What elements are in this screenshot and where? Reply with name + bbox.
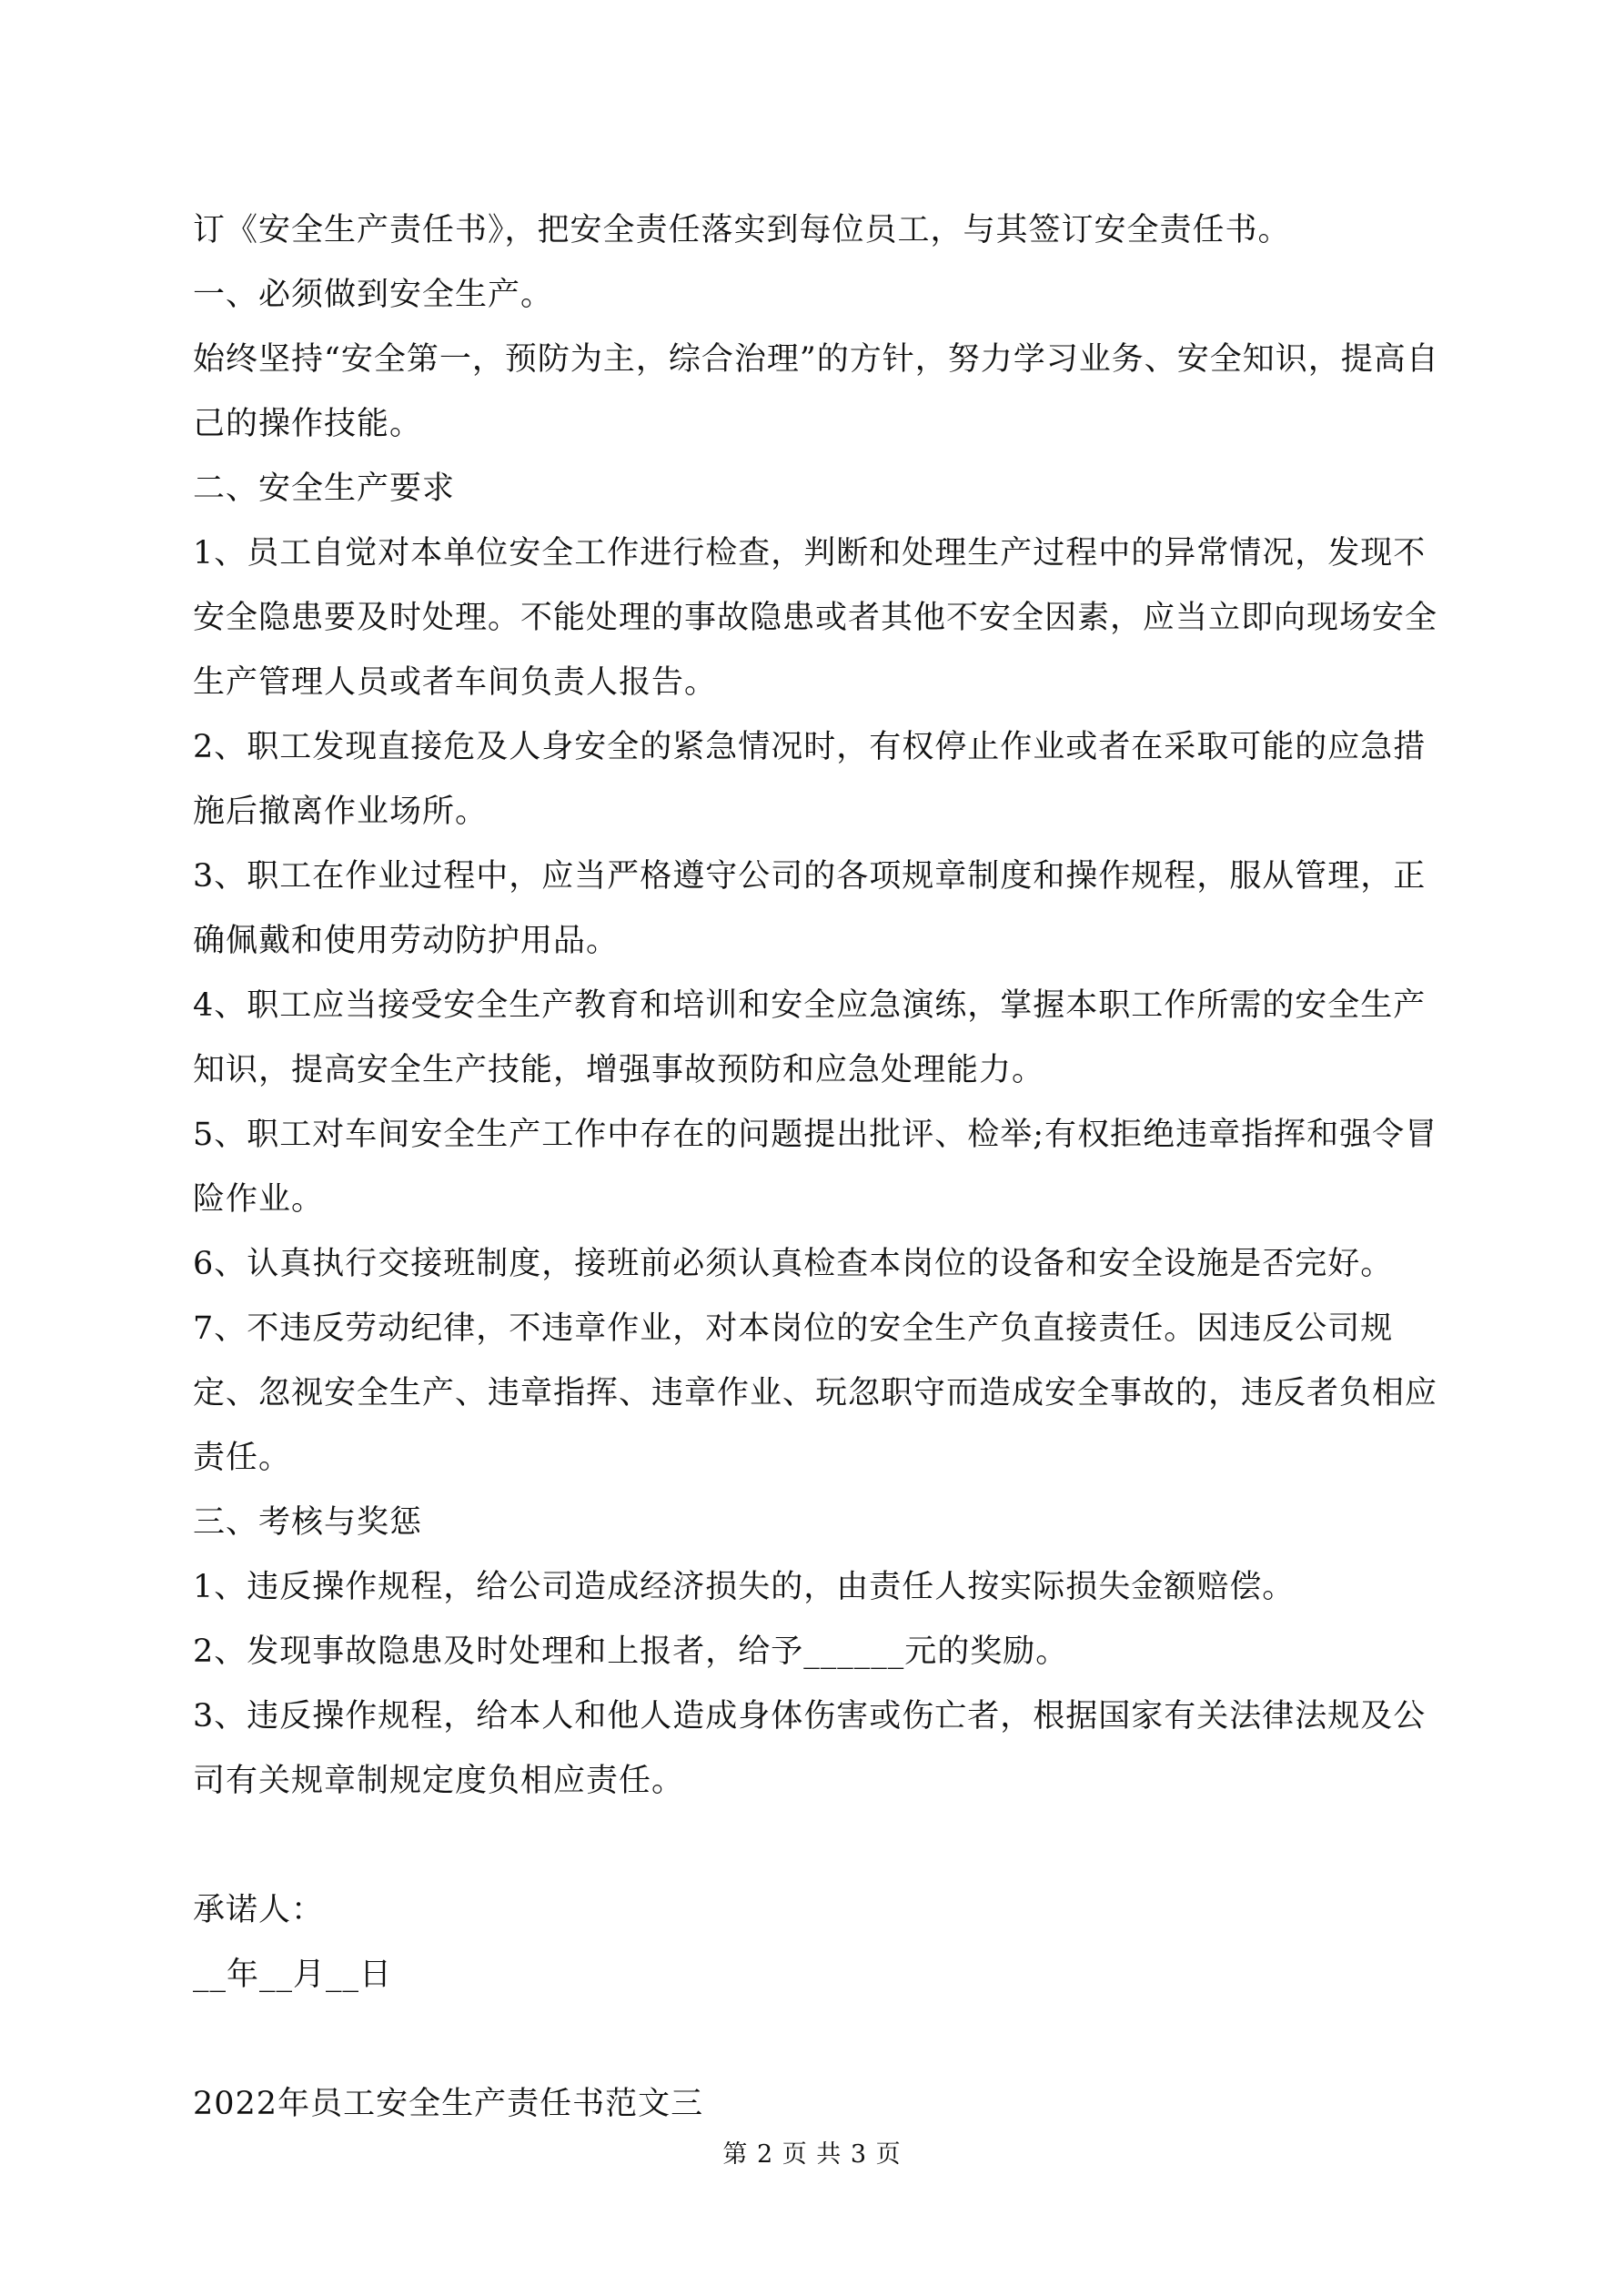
- list-item: 3、违反操作规程，给本人和他人造成身体伤害或伤亡者，根据国家有关法律法规及公司有关规章制规定度负相应责任。: [193, 1698, 1427, 1799]
- section-heading: 二、安全生产要求: [193, 470, 456, 507]
- document-body: [193, 198, 1448, 2137]
- date-line: __年__月__日: [193, 1957, 393, 1993]
- list-item: 3、职工在作业过程中，应当严格遵守公司的各项规章制度和操作规程，服从管理，正确佩戴和使用劳动防护用品。: [193, 858, 1427, 959]
- list-item: 1、违反操作规程，给公司造成经济损失的，由责任人按实际损失金额赔偿。: [193, 1569, 1296, 1605]
- list-item: 4、职工应当接受安全生产教育和培训和安全应急演练，掌握本职工作所需的安全生产知识，提高安全生产技能，增强事故预防和应急处理能力。: [193, 987, 1427, 1088]
- paragraph: 始终坚持“安全第一，预防为主，综合治理”的方针，努力学习业务、安全知识，提高自己的操作技能。: [193, 341, 1439, 442]
- list-item: 5、职工对车间安全生产工作中存在的问题提出批评、检举;有权拒绝违章指挥和强令冒险作业。: [193, 1117, 1438, 1218]
- list-item: 6、认真执行交接班制度，接班前必须认真检查本岗位的设备和安全设施是否完好。: [193, 1246, 1394, 1282]
- page-number: 第 2 页 共 3 页: [722, 2140, 902, 2169]
- list-item: 2、职工发现直接危及人身安全的紧急情况时，有权停止作业或者在采取可能的应急措施后撤离作业场所。: [193, 729, 1427, 830]
- list-item: 1、员工自觉对本单位安全工作进行检查，判断和处理生产过程中的异常情况，发现不安全隐患要及时处理。不能处理的事故隐患或者其他不安全因素，应当立即向现场安全生产管理人员或者车间负责人报告。: [193, 535, 1438, 701]
- next-document-title: 2022年员工安全生产责任书范文三: [193, 2086, 704, 2122]
- section-heading: 一、必须做到安全生产。: [193, 277, 554, 313]
- paragraph: 订《安全生产责任书》，把安全责任落实到每位员工，与其签订安全责任书。: [193, 212, 1291, 248]
- promisor-label: 承诺人：: [193, 1892, 325, 1928]
- section-heading: 三、考核与奖惩: [193, 1504, 423, 1541]
- list-item: 7、不违反劳动纪律，不违章作业，对本岗位的安全生产负直接责任。因违反公司规定、忽视安全生产、违章指挥、违章作业、玩忽职守而造成安全事故的，违反者负相应责任。: [193, 1310, 1438, 1476]
- spacer: [193, 2008, 1448, 2072]
- list-item: 2、发现事故隐患及时处理和上报者，给予______元的奖励。: [193, 1633, 1069, 1670]
- spacer: [193, 1814, 1448, 1878]
